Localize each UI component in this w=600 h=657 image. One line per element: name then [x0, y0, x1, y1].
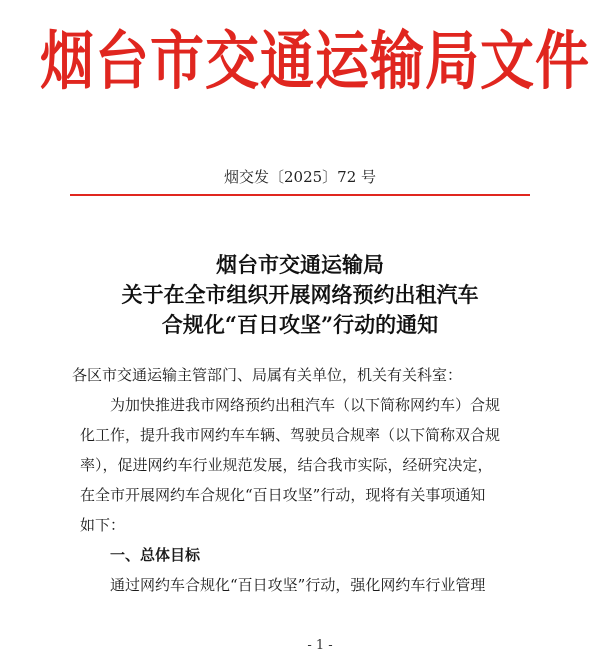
- paragraph-line: 如下：: [80, 516, 126, 534]
- paragraph-line: 在全市开展网约车合规化“百日攻坚”行动，现将有关事项通知: [80, 486, 486, 504]
- notice-title: [0, 250, 600, 340]
- title-line-1: 烟台市交通运输局: [216, 252, 384, 277]
- salutation: 各区市交通运输主管部门、局属有关单位，机关有关科室：: [72, 366, 463, 384]
- section-heading: 一、总体目标: [110, 546, 201, 564]
- title-line-2: 关于在全市组织开展网络预约出租汽车: [121, 282, 479, 307]
- paragraph-line: 化工作，提升我市网约车车辆、驾驶员合规率（以下简称双合规: [80, 426, 501, 444]
- paragraph-line: 为加快推进我市网络预约出租汽车（以下简称网约车）合规: [110, 396, 501, 414]
- section-text: 通过网约车合规化“百日攻坚”行动，强化网约车行业管理: [110, 576, 486, 594]
- title-line-3: 合规化“百日攻坚”行动的通知: [161, 312, 439, 337]
- issuer-red-header: 烟台市交通运输局文件: [40, 24, 590, 99]
- page-number: - 1 -: [307, 638, 333, 653]
- red-divider-line: [70, 194, 530, 196]
- document-number: 烟交发〔2025〕72 号: [223, 168, 377, 186]
- document-body: [72, 360, 524, 600]
- paragraph-line: 率），促进网约车行业规范发展，结合我市实际，经研究决定，: [80, 456, 493, 474]
